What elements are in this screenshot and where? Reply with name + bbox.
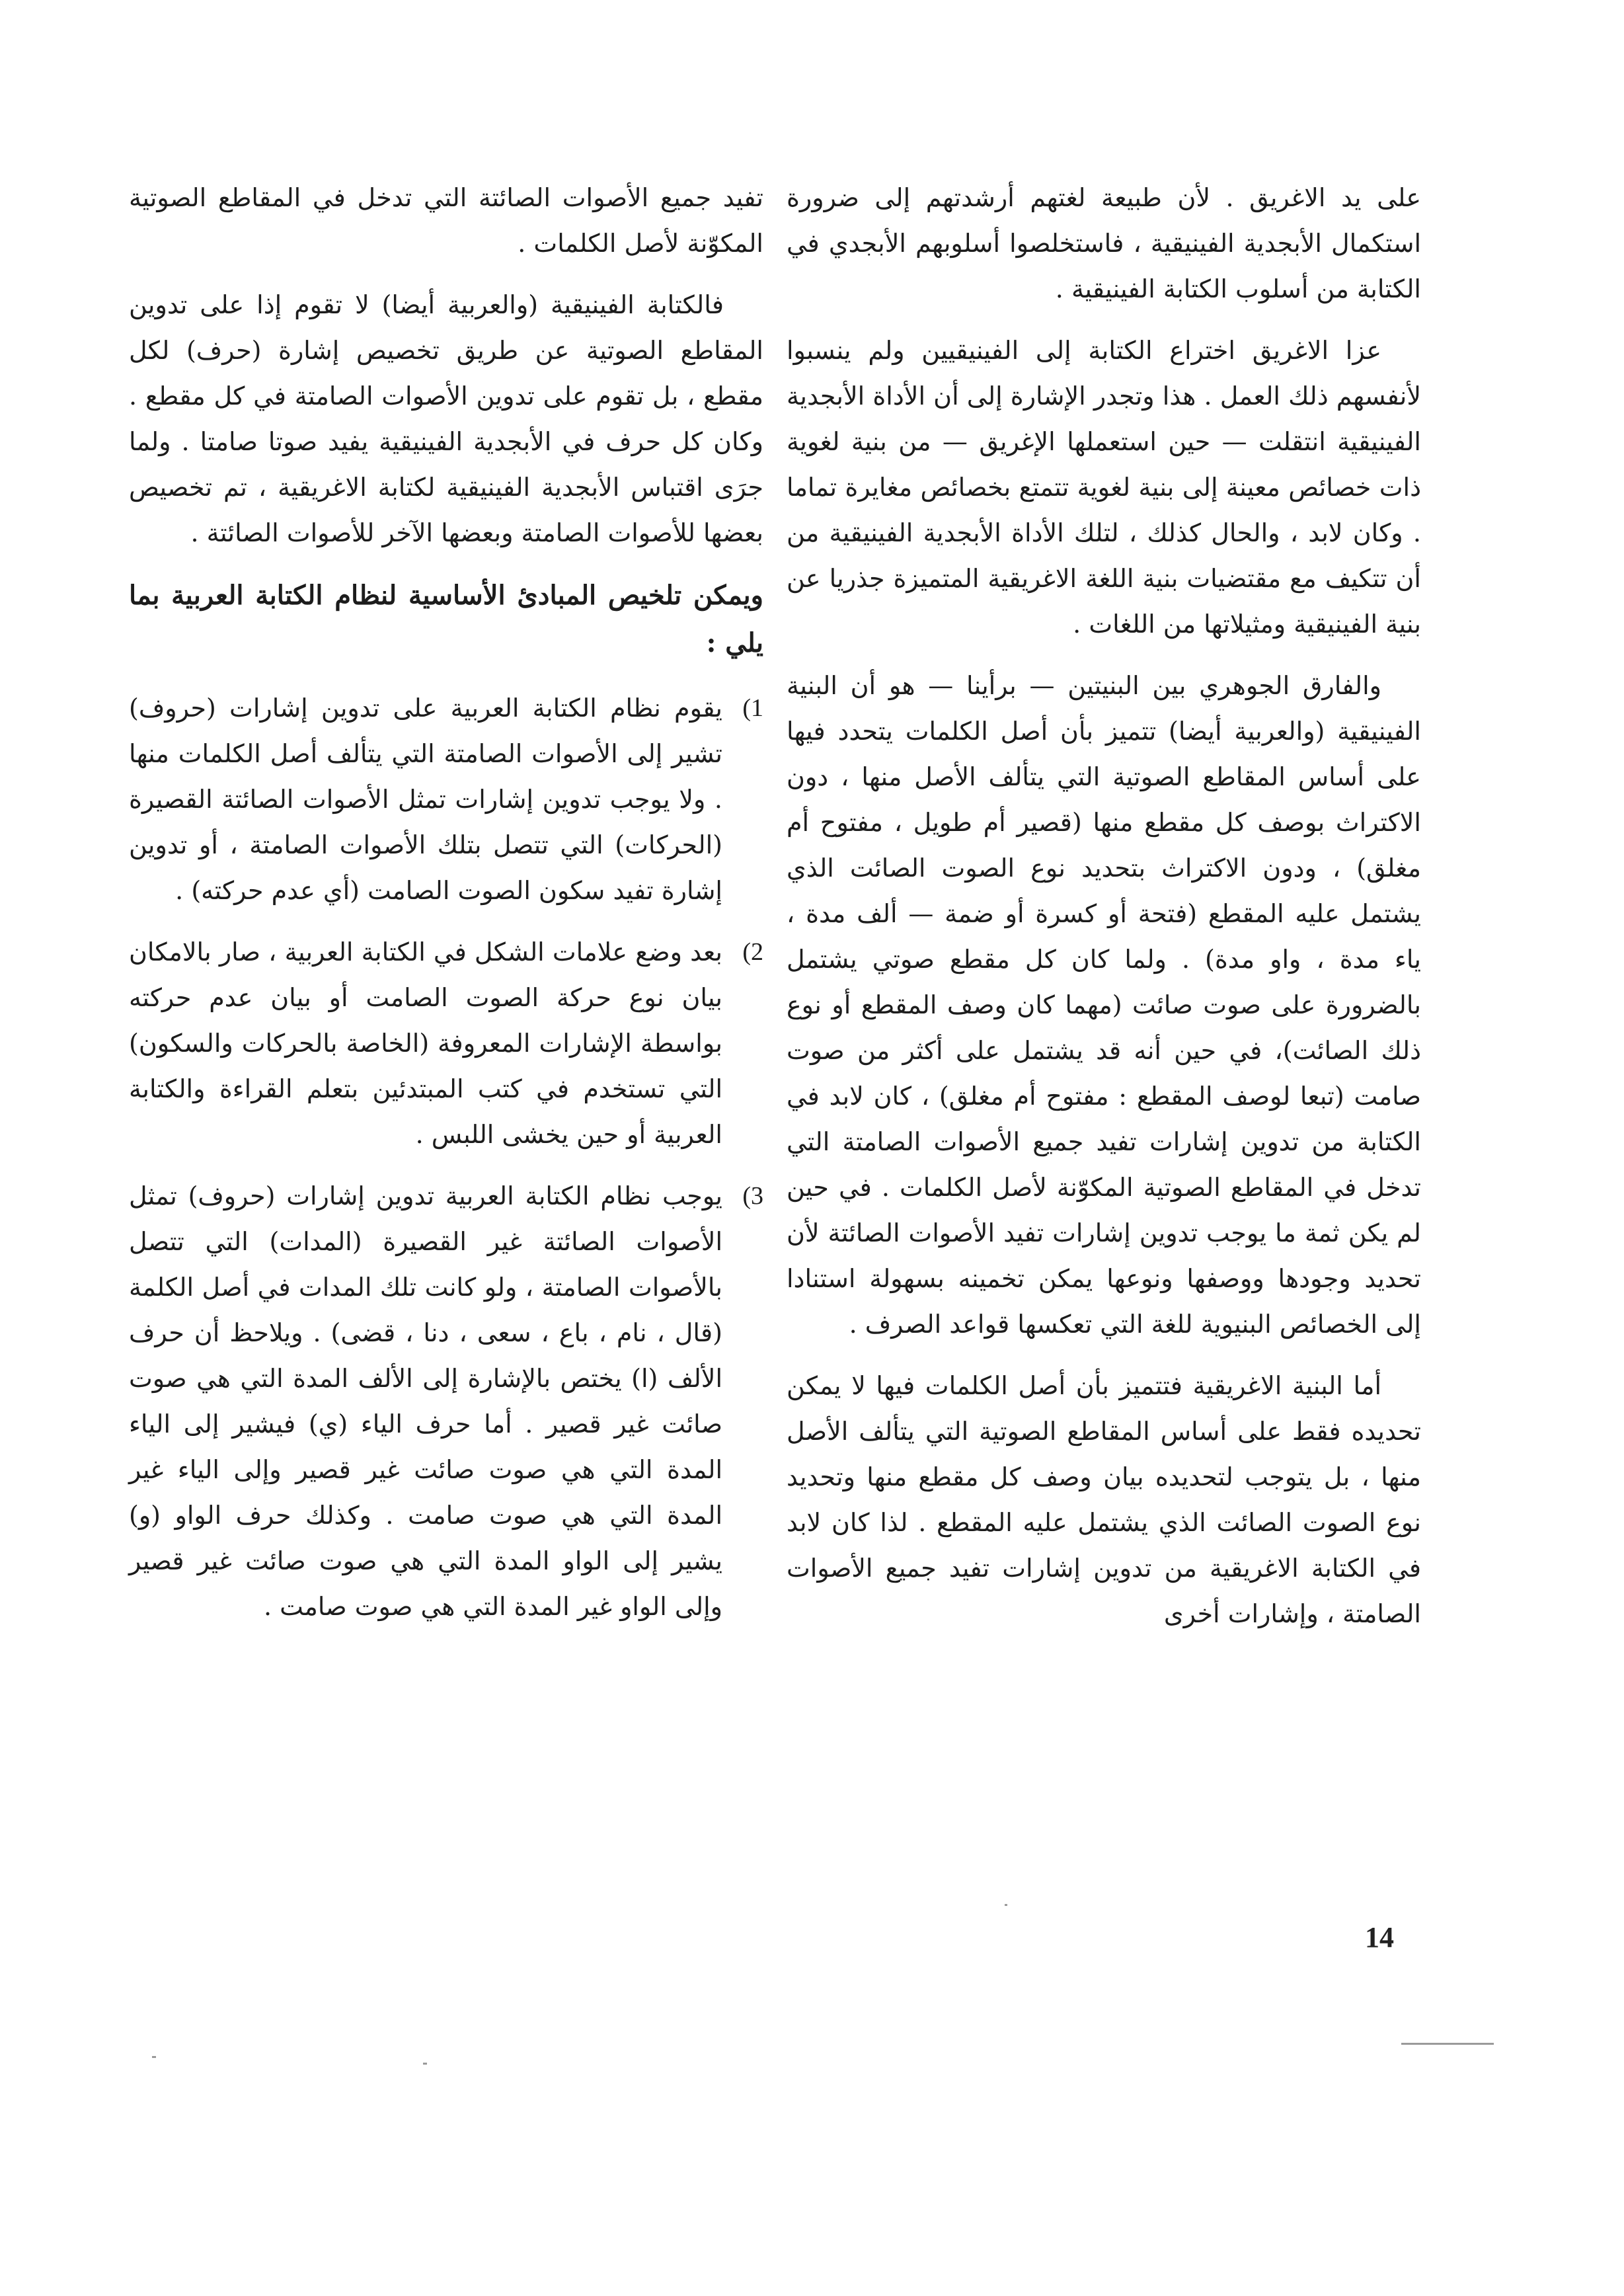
section-heading: ويمكن تلخيص المبادئ الأساسية لنظام الكتابة العربية بما يلي : [129,580,763,658]
scan-speck [1401,2043,1494,2045]
right-column [787,175,1421,1653]
paragraph: والفارق الجوهري بين البنيتين — برأينا — هو أن البنية الفينيقية (والعربية أيضا) تتميز بأن أصل الكلمات يتحدد فيها على أساس المقاطع الصوتية التي يتألف الأصل منها ، دون الاكتراث بوصف كل مقطع منها (قصير أم طويل ، مفتوح أم مغلق) ، ودون الاكتراث بتحديد نوع الصوت الصائت الذي يشتمل عليه المقطع (فتحة أو كسرة أو ضمة — ألف مدة ، ياء مدة ، واو مدة) . ولما كان كل مقطع صوتي يشتمل بالضرورة على صوت صائت (مهما كان وصف المقطع أو نوع ذلك الصائت)، في حين أنه قد يشتمل على أكثر من صوت صامت (تبعا لوصف المقطع : مفتوح أم مغلق) ، كان لابد في الكتابة من تدوين إشارات تفيد جميع الأصوات الصامتة التي تدخل في المقاطع الصوتية المكوّنة لأصل الكلمات . في حين لم يكن ثمة ما يوجب تدوين إشارات تفيد الأصوات الصائتة لأن تحديد وجودها ووصفها ونوعها يمكن تخمينه بسهولة استنادا إلى الخصائص البنيوية للغة التي تعكسها قواعد الصرف . [787,671,1421,1339]
page-number: 14 [1365,1921,1394,1954]
scan-speck [423,2063,427,2065]
paragraph: تفيد جميع الأصوات الصائتة التي تدخل في المقاطع الصوتية المكوّنة لأصل الكلمات . [129,183,763,258]
list-item [129,686,763,914]
paragraph: على يد الاغريق . لأن طبيعة لغتهم أرشدتهم إلى ضرورة استكمال الأبجدية الفينيقية ، فاستخلصوا أسلوبهم الأبجدي في الكتابة من أسلوب الكتابة الفينيقية . [787,183,1421,303]
list-item-text: يقوم نظام الكتابة العربية على تدوين إشارات (حروف) تشير إلى الأصوات الصامتة التي يتألف أصل الكلمات منها . ولا يوجب تدوين إشارات تمثل الأصوات الصائتة القصيرة (الحركات) التي تتصل بتلك الأصوات الصامتة ، أو تدوين إشارة تفيد سكون الصوت الصامت (أي عدم حركته) . [129,693,722,905]
scan-speck [152,2056,156,2058]
list-item-text: بعد وضع علامات الشكل في الكتابة العربية ، صار بالامكان بيان نوع حركة الصوت الصامت أو بيان عدم حركته بواسطة الإشارات المعروفة (الخاصة بالحركات والسكون) التي تستخدم في كتب المبتدئين بتعلم القراءة والكتابة العربية أو حين يخشى اللبس . [129,937,722,1149]
paragraph: فالكتابة الفينيقية (والعربية أيضا) لا تقوم إذا على تدوين المقاطع الصوتية عن طريق تخصيص إشارة (حرف) لكل مقطع ، بل تقوم على تدوين الأصوات الصامتة في كل مقطع . وكان كل حرف في الأبجدية الفينيقية يفيد صوتا صامتا . ولما جرَى اقتباس الأبجدية الفينيقية لكتابة الاغريقية ، تم تخصيص بعضها للأصوات الصامتة وبعضها الآخر للأصوات الصائتة . [129,290,763,547]
paragraph: عزا الاغريق اختراع الكتابة إلى الفينيقيين ولم ينسبوا لأنفسهم ذلك العمل . هذا وتجدر الإشارة إلى أن الأداة الأبجدية الفينيقية انتقلت — حين استعملها الإغريق — من بنية لغوية ذات خصائص معينة إلى بنية لغوية تتمتع بخصائص مغايرة تماما . وكان لابد ، والحال كذلك ، لتلك الأداة الأبجدية الفينيقية من أن تتكيف مع مقتضيات بنية اللغة الاغريقية المتميزة جذريا عن بنية الفينيقية ومثيلاتها من اللغات . [787,336,1421,639]
list-number: 1) [742,694,763,722]
list-item-text: يوجب نظام الكتابة العربية تدوين إشارات (حروف) تمثل الأصوات الصائتة غير القصيرة (المدات) التي تتصل بالأصوات الصامتة ، ولو كانت تلك المدات في أصل الكلمة (قال ، نام ، باع ، سعى ، دنا ، قضى) . ويلاحظ أن حرف الألف (ا) يختص بالإشارة إلى الألف المدة التي هي صوت صائت غير قصير . أما حرف الياء (ي) فيشير إلى الياء المدة التي هي صوت صائت غير قصير وإلى الياء غير المدة التي هي صوت صامت . وكذلك حرف الواو (و) يشير إلى الواو المدة التي هي صوت صائت غير قصير وإلى الواو غير المدة التي هي صوت صامت . [129,1181,722,1621]
list-item [129,930,763,1158]
list-number: 3) [742,1182,763,1210]
list-number: 2) [742,938,763,966]
left-column [129,175,763,1645]
list-item [129,1173,763,1630]
scan-speck [1005,1904,1007,1906]
paragraph: أما البنية الاغريقية فتتميز بأن أصل الكلمات فيها لا يمكن تحديده فقط على أساس المقاطع الصوتية التي يتألف الأصل منها ، بل يتوجب لتحديده بيان وصف كل مقطع منها وتحديد نوع الصوت الصائت الذي يشتمل عليه المقطع . لذا كان لابد في الكتابة الاغريقية من تدوين إشارات تفيد جميع الأصوات الصامتة ، وإشارات أخرى [787,1371,1421,1628]
